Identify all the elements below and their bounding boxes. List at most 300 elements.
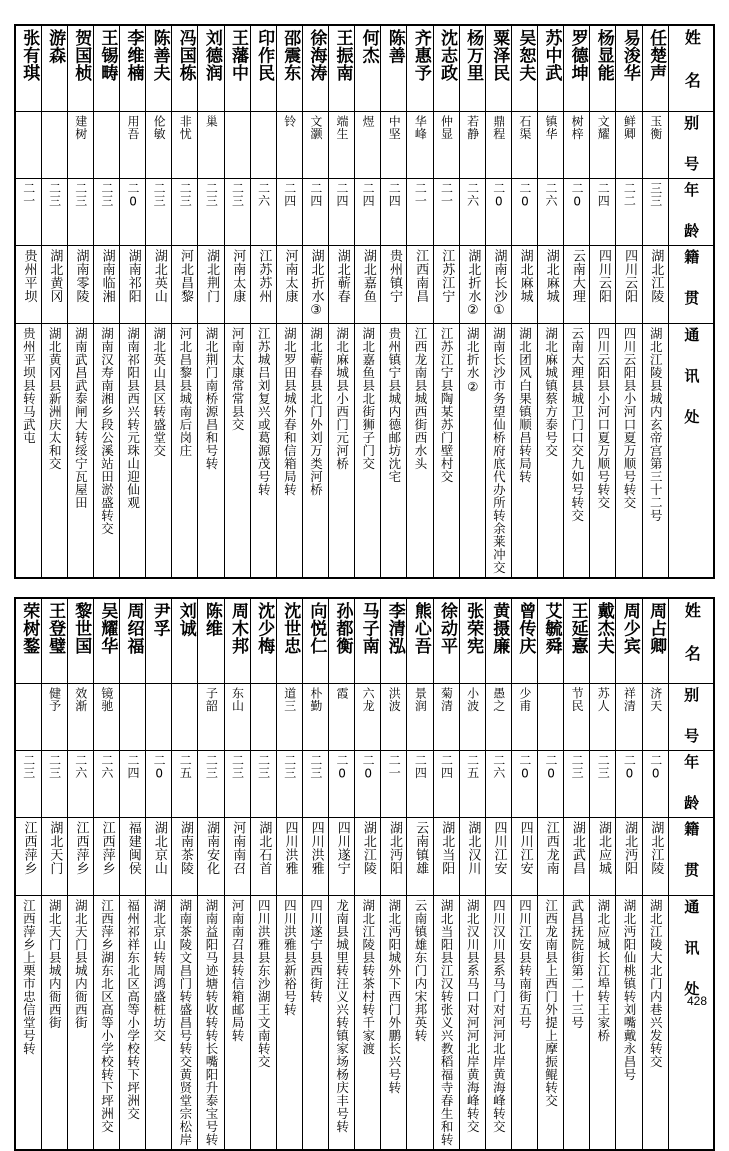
- entry-native: [302, 245, 328, 323]
- entry-native: [41, 818, 67, 896]
- entry-name-text: 王振南: [333, 29, 351, 82]
- entry-native-text: 湖北英山: [152, 249, 166, 303]
- entry-native-text: 湖南临湘: [99, 249, 113, 303]
- entry-native-text: 湖北应城: [596, 821, 610, 875]
- entry-age-text: 二三: [48, 182, 61, 207]
- entry-name-text: 陈善: [385, 29, 403, 64]
- entry-age: [538, 751, 564, 818]
- entry-address-text: 湖北蕲春县北门外刘万类河桥: [308, 327, 322, 496]
- entry-native: [564, 818, 590, 896]
- entry-name: [329, 598, 355, 684]
- entry-name-text: 刘诚: [176, 602, 194, 637]
- entry-alias-text: 伦敏: [152, 115, 165, 140]
- entry-address: [433, 323, 459, 578]
- entry-address: [329, 323, 355, 578]
- entry-alias: [93, 684, 119, 751]
- entry-native-text: 湖北京山: [152, 821, 166, 875]
- entry-age-text: 二六: [466, 182, 479, 207]
- entry-native-text: 河南太康: [230, 249, 244, 303]
- entry-age: [15, 751, 41, 818]
- entry-alias-text: 文耀: [596, 115, 609, 140]
- entry-name: [276, 25, 302, 111]
- entry-age: [459, 178, 485, 245]
- row-native-top: [15, 245, 714, 323]
- entry-name-text: 邵震东: [280, 29, 298, 82]
- entry-alias-text: 道三: [283, 687, 296, 712]
- entry-native-text: 湖北石首: [256, 821, 270, 875]
- entry-alias: [642, 684, 669, 751]
- entry-native: [302, 818, 328, 896]
- entry-name: [172, 598, 198, 684]
- entry-native: [120, 818, 146, 896]
- entry-native-text: 湖北麻城: [543, 249, 557, 303]
- entry-name: [250, 25, 276, 111]
- entry-native: [198, 245, 224, 323]
- entry-address-text: 湖南武昌武泰闸大转绥宁瓦屋田: [73, 327, 87, 509]
- entry-address: [276, 323, 302, 578]
- entry-alias-text: 镇华: [544, 115, 557, 140]
- entry-native: [381, 818, 407, 896]
- entry-native-text: 贵州平坝: [21, 249, 35, 303]
- entry-age-text: 二六: [100, 754, 113, 779]
- entry-address-text: 贵州平坝县转马武屯: [21, 327, 35, 444]
- entry-name: [93, 25, 119, 111]
- entry-alias-text: 若静: [466, 115, 479, 140]
- entry-age: [198, 178, 224, 245]
- entry-name-text: 徐动平: [437, 602, 455, 655]
- entry-address: [172, 896, 198, 1151]
- entry-age-text: 二四: [387, 182, 400, 207]
- entry-native-text: 湖南祁阳: [125, 249, 139, 303]
- entry-alias-text: 菊清: [440, 687, 453, 712]
- entry-name-text: 任楚声: [646, 29, 664, 82]
- entry-alias: [355, 684, 381, 751]
- column-header-age: [669, 178, 715, 245]
- entry-name: [198, 598, 224, 684]
- entry-address: [93, 323, 119, 578]
- entry-native: [407, 818, 433, 896]
- entry-age: [590, 178, 616, 245]
- entry-address: [93, 896, 119, 1151]
- entry-native: [616, 245, 642, 323]
- entry-address-text: 四川江安县转南街五号: [517, 899, 531, 1029]
- entry-age-text: 二五: [178, 754, 191, 779]
- entry-native: [564, 245, 590, 323]
- entry-address: [120, 896, 146, 1151]
- entry-age: [329, 751, 355, 818]
- entry-native: [172, 818, 198, 896]
- column-header-name-text: 姓 名: [683, 602, 700, 665]
- column-header-alias: [669, 684, 715, 751]
- entry-address-text: 湖南茶陵文昌门转盛昌号转交黄贤堂宗松岸: [178, 899, 192, 1146]
- entry-name-text: 周绍福: [124, 602, 142, 655]
- entry-age-text: 二一: [387, 754, 400, 779]
- entry-native: [146, 818, 172, 896]
- entry-native: [538, 245, 564, 323]
- entry-address-text: 河南太康常常县交: [230, 327, 244, 431]
- entry-alias: [538, 111, 564, 178]
- entry-name-text: 杨万里: [463, 29, 481, 82]
- entry-address: [538, 323, 564, 578]
- entry-name-text: 吴耀华: [98, 602, 116, 655]
- entry-native: [485, 818, 511, 896]
- entry-address: [355, 323, 381, 578]
- entry-age: [146, 751, 172, 818]
- entry-name-text: 张有琪: [19, 29, 37, 82]
- entry-alias-text: 建树: [74, 115, 87, 140]
- entry-alias: [511, 684, 537, 751]
- entry-native: [616, 818, 642, 896]
- entry-name: [146, 25, 172, 111]
- entry-age-text: 二三: [283, 754, 296, 779]
- entry-age: [511, 178, 537, 245]
- entry-alias: [302, 684, 328, 751]
- entry-alias-text: 愚之: [492, 687, 505, 712]
- entry-name-text: 苏中武: [542, 29, 560, 82]
- entry-alias-text: 六龙: [361, 687, 374, 712]
- entry-native-text: 四川江安: [491, 821, 505, 875]
- entry-age-text: 二三: [257, 754, 270, 779]
- entry-alias: [433, 111, 459, 178]
- entry-name-text: 李维楠: [124, 29, 142, 82]
- entry-address: [616, 896, 642, 1151]
- entry-alias: [355, 111, 381, 178]
- entry-alias-text: 煜: [361, 115, 374, 128]
- entry-age-text: 二四: [440, 754, 453, 779]
- entry-age: [355, 751, 381, 818]
- entry-name: [120, 25, 146, 111]
- entry-address: [276, 896, 302, 1151]
- entry-name: [590, 598, 616, 684]
- entry-age-text: 二0: [518, 754, 531, 781]
- entry-age: [381, 751, 407, 818]
- entry-name-text: 周木邦: [228, 602, 246, 655]
- entry-age-text: 二六: [544, 182, 557, 207]
- entry-age-text: 二四: [361, 182, 374, 207]
- entry-name: [355, 25, 381, 111]
- entry-age-text: 二四: [126, 754, 139, 779]
- entry-age-text: 二0: [492, 182, 505, 209]
- entry-age: [93, 178, 119, 245]
- entry-alias-text: 文灏: [309, 115, 322, 140]
- entry-address: [616, 323, 642, 578]
- entry-alias-text: 祥清: [622, 687, 635, 712]
- entry-age: [224, 751, 250, 818]
- entry-name-text: 王登璧: [45, 602, 63, 655]
- entry-native-text: 四川云阳: [622, 249, 636, 303]
- entry-alias-text: 效渐: [74, 687, 87, 712]
- entry-address-text: 湖北荆门南桥源昌和号转: [204, 327, 218, 470]
- entry-name: [224, 598, 250, 684]
- entry-native: [355, 245, 381, 323]
- entry-native: [511, 818, 537, 896]
- entry-alias: [381, 684, 407, 751]
- column-header-alias-text: 别 号: [683, 687, 699, 747]
- entry-age: [590, 751, 616, 818]
- entry-name-text: 沈少梅: [254, 602, 272, 655]
- entry-alias-text: 济天: [649, 687, 662, 712]
- entry-native-text: 湖北蕲春: [334, 249, 348, 303]
- entry-name: [172, 25, 198, 111]
- entry-alias: [485, 111, 511, 178]
- entry-name: [642, 25, 669, 111]
- entry-name-text: 孙都衡: [333, 602, 351, 655]
- entry-name: [67, 598, 93, 684]
- entry-alias-text: 洪波: [387, 687, 400, 712]
- entry-alias-text: 端生: [335, 115, 348, 140]
- entry-native: [250, 245, 276, 323]
- entry-name: [485, 25, 511, 111]
- entry-age: [564, 178, 590, 245]
- entry-alias-text: 铃: [283, 115, 296, 128]
- entry-name: [198, 25, 224, 111]
- entry-name: [616, 25, 642, 111]
- entry-address-text: 四川洪雅县新裕号转: [282, 899, 296, 1016]
- entry-native: [355, 818, 381, 896]
- entry-alias-text: 霞: [335, 687, 348, 700]
- entry-age: [93, 751, 119, 818]
- entry-address-text: 湖北麻城镇蔡方泰号交: [544, 327, 558, 457]
- row-names-top: [15, 25, 714, 111]
- row-age-bottom: [15, 751, 714, 818]
- entry-name: [407, 25, 433, 111]
- entry-native: [67, 245, 93, 323]
- entry-name: [511, 598, 537, 684]
- entry-native-text: 湖南安化: [204, 821, 218, 875]
- entry-alias-text: 中坚: [387, 115, 400, 140]
- entry-alias-text: 鲜卿: [622, 115, 635, 140]
- entry-native-text: 湖北嘉鱼: [361, 249, 375, 303]
- entry-alias: [564, 684, 590, 751]
- entry-address: [329, 896, 355, 1151]
- entry-age: [302, 178, 328, 245]
- entry-name-text: 李清泓: [385, 602, 403, 655]
- entry-address-text: 湖北麻城县小西门元河桥: [335, 327, 349, 470]
- entry-age-text: 二三: [204, 754, 217, 779]
- entry-age: [67, 751, 93, 818]
- entry-age-text: 二三: [309, 754, 322, 779]
- entry-name: [302, 25, 328, 111]
- entry-age-text: 二四: [283, 182, 296, 207]
- entry-age: [433, 751, 459, 818]
- entry-age: [616, 178, 642, 245]
- entry-address: [67, 896, 93, 1151]
- entry-name: [590, 25, 616, 111]
- entry-name: [224, 25, 250, 111]
- row-alias-top: [15, 111, 714, 178]
- entry-name-text: 尹孚: [150, 602, 168, 637]
- row-age-top: [15, 178, 714, 245]
- entry-name: [355, 598, 381, 684]
- entry-address: [172, 323, 198, 578]
- entry-address-text: 湖北京山转周鸿盛桩坊交: [152, 899, 166, 1042]
- column-header-addr-text: 通 讯 处: [683, 899, 700, 1000]
- entry-name-text: 周少宾: [620, 602, 638, 655]
- entry-age: [407, 751, 433, 818]
- entry-address-text: 福州祁祥东北区高等小学校转下坪洲交: [126, 899, 140, 1120]
- entry-native: [276, 245, 302, 323]
- entry-age: [538, 178, 564, 245]
- entry-address: [590, 323, 616, 578]
- entry-native: [93, 818, 119, 896]
- entry-name: [329, 25, 355, 111]
- entry-address: [41, 323, 67, 578]
- entry-address-text: 龙南县城里转汪义兴转镇家场杨庆丰号转: [335, 899, 349, 1133]
- entry-age: [120, 751, 146, 818]
- entry-age-text: 二三: [74, 182, 87, 207]
- entry-address-text: 湖南长沙市务望仙桥府底代办所转余莱冲交: [491, 327, 505, 574]
- entry-address-text: 湖北江陵县转茶村转千家渡: [361, 899, 375, 1055]
- entry-native: [459, 818, 485, 896]
- entry-age-text: 二三: [231, 754, 244, 779]
- entry-name-text: 吴恕夫: [516, 29, 534, 82]
- entry-alias: [511, 111, 537, 178]
- entry-name: [538, 25, 564, 111]
- row-address-bottom: [15, 896, 714, 1151]
- entry-address: [302, 896, 328, 1151]
- entry-address-text: 湖北罗田县城外春和信箱局转: [282, 327, 296, 496]
- entry-address: [459, 896, 485, 1151]
- entry-name-text: 向悦仁: [307, 602, 325, 655]
- entry-native: [329, 245, 355, 323]
- entry-address: [538, 896, 564, 1151]
- entry-native: [459, 245, 485, 323]
- entry-age-text: 二三: [100, 182, 113, 207]
- entry-age: [642, 178, 669, 245]
- entry-age: [172, 178, 198, 245]
- entry-alias-text: 石渠: [518, 115, 531, 140]
- entry-name-text: 王藩中: [228, 29, 246, 82]
- entry-native: [250, 818, 276, 896]
- entry-alias: [459, 111, 485, 178]
- entry-name-text: 冯国栋: [176, 29, 194, 82]
- entry-address-text: 湖北折水②: [465, 327, 479, 395]
- entry-address: [642, 896, 669, 1151]
- entry-native-text: 湖北荆门: [204, 249, 218, 303]
- entry-name: [407, 598, 433, 684]
- row-address-top: [15, 323, 714, 578]
- entry-address: [15, 896, 41, 1151]
- entry-age-text: 二三: [48, 754, 61, 779]
- entry-native-text: 江苏苏州: [256, 249, 270, 303]
- entry-name-text: 沈世忠: [280, 602, 298, 655]
- entry-alias: [407, 684, 433, 751]
- entry-name-text: 王锡畴: [98, 29, 116, 82]
- entry-native-text: 湖北黄冈: [47, 249, 61, 303]
- entry-alias-text: 用吾: [126, 115, 139, 140]
- entry-alias: [41, 111, 67, 178]
- entry-name-text: 黎世国: [71, 602, 89, 655]
- entry-alias-text: 子韶: [204, 687, 217, 712]
- entry-native: [590, 818, 616, 896]
- entry-name: [538, 598, 564, 684]
- entry-address-text: 四川汉川县系马门对河河北岸黄海峰转交: [491, 899, 505, 1133]
- entry-native-text: 河南南召: [230, 821, 244, 875]
- entry-native-text: 湖南零陵: [73, 249, 87, 303]
- entry-age: [172, 751, 198, 818]
- entry-alias: [564, 111, 590, 178]
- entry-address-text: 云南大理县城卫门口交九如号转交: [570, 327, 584, 522]
- entry-alias: [616, 111, 642, 178]
- entry-native: [276, 818, 302, 896]
- entry-age-text: 二六: [492, 754, 505, 779]
- entry-address-text: 四川云阳县小河口夏万顺号转交: [596, 327, 610, 509]
- entry-alias: [329, 111, 355, 178]
- entry-native-text: 江苏江宁: [439, 249, 453, 303]
- entry-address-text: 湖北黄冈县新洲庆太和交: [47, 327, 61, 470]
- entry-age: [146, 178, 172, 245]
- entry-native-text: 湖南茶陵: [178, 821, 192, 875]
- entry-native: [120, 245, 146, 323]
- entry-age-text: 二四: [309, 182, 322, 207]
- entry-native-text: 湖北麻城: [517, 249, 531, 303]
- entry-age: [15, 178, 41, 245]
- entry-address: [511, 323, 537, 578]
- entry-name-text: 贺国桢: [71, 29, 89, 82]
- entry-native-text: 福建闽侯: [125, 821, 139, 875]
- entry-address: [198, 323, 224, 578]
- entry-age: [433, 178, 459, 245]
- entry-native-text: 四川遂宁: [334, 821, 348, 875]
- entry-native: [590, 245, 616, 323]
- entry-address: [407, 896, 433, 1151]
- entry-alias: [15, 684, 41, 751]
- entry-name: [564, 598, 590, 684]
- entry-native: [433, 245, 459, 323]
- entry-alias-text: 巢: [204, 115, 217, 128]
- entry-alias-text: 仲显: [440, 115, 453, 140]
- entry-alias: [67, 684, 93, 751]
- entry-address: [485, 323, 511, 578]
- entry-address-text: 湖北应城长江埠转王家桥: [596, 899, 610, 1042]
- entry-alias: [198, 684, 224, 751]
- entry-address-text: 湖北天门县城内衙西街: [47, 899, 61, 1029]
- entry-native: [198, 818, 224, 896]
- entry-alias: [224, 111, 250, 178]
- entry-address-text: 湖北江陵大北门内巷兴发转交: [648, 899, 662, 1068]
- entry-age-text: 二0: [126, 182, 139, 209]
- entry-native: [224, 818, 250, 896]
- entry-address: [381, 896, 407, 1151]
- entry-name: [250, 598, 276, 684]
- entry-address: [433, 896, 459, 1151]
- entry-alias: [172, 111, 198, 178]
- table-gap: [14, 579, 715, 597]
- entry-age-text: 二三: [22, 754, 35, 779]
- entry-alias: [146, 111, 172, 178]
- entry-native: [224, 245, 250, 323]
- entry-native: [329, 818, 355, 896]
- entry-alias: [329, 684, 355, 751]
- entry-native-text: 四川云阳: [596, 249, 610, 303]
- entry-name-text: 齐惠予: [411, 29, 429, 82]
- entry-alias-text: 树梓: [570, 115, 583, 140]
- entry-address-text: 湖北江陵县城内玄帝宫第三十二号: [648, 327, 662, 522]
- entry-native-text: 湖北江陵: [648, 821, 662, 875]
- entry-alias: [250, 684, 276, 751]
- column-header-name: [669, 598, 715, 684]
- entry-native: [146, 245, 172, 323]
- entry-alias: [198, 111, 224, 178]
- entry-native-text: 湖北天门: [47, 821, 61, 875]
- entry-age: [276, 178, 302, 245]
- entry-age: [224, 178, 250, 245]
- entry-native: [407, 245, 433, 323]
- entry-alias: [381, 111, 407, 178]
- entry-name-text: 周占卿: [646, 602, 664, 655]
- entry-age: [198, 751, 224, 818]
- entry-address-text: 江西龙南县上西门外提上摩振鲲转交: [544, 899, 558, 1107]
